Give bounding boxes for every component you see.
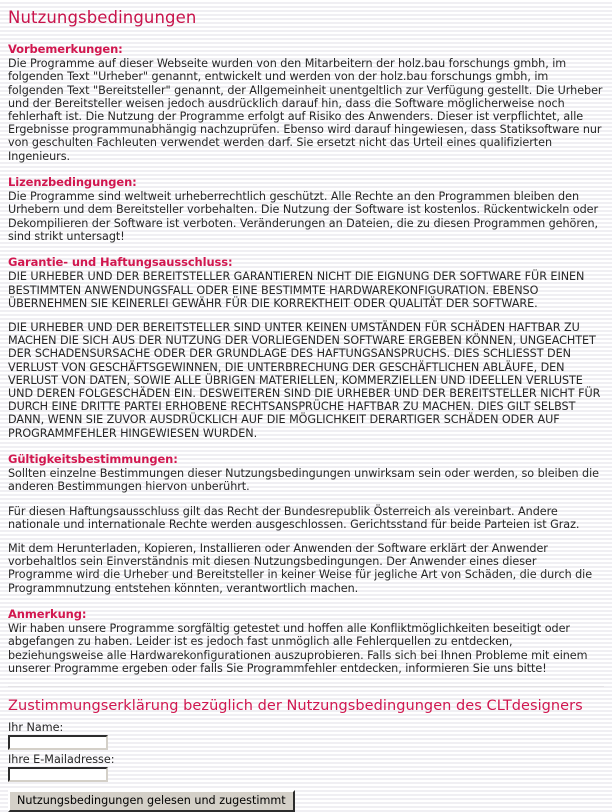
accept-terms-button[interactable]: Nutzungsbedingungen gelesen und zugestimmt (8, 790, 295, 812)
name-field-label: Ihr Name: (8, 721, 64, 735)
form-divider (8, 686, 604, 687)
section-heading: Anmerkung: (8, 606, 87, 621)
form-heading: Zustimmungserklärung bezüglich der Nutzungsbedingungen des CLTdesigners (8, 697, 583, 714)
section-paragraph: Für diesen Haftungsausschluss gilt das Recht der Bundesrepublik Österreich als vereinbart. Andere nationale und internationale Rechte werden ausgeschlossen. Gerichtsstand für beide Parteien ist Graz. (8, 504, 580, 531)
section-heading: Gültigkeitsbestimmungen: (8, 451, 178, 466)
section-anmerkung (8, 607, 604, 675)
consent-form (8, 697, 604, 812)
section-paragraph: Mit dem Herunterladen, Kopieren, Installieren oder Anwenden der Software erklärt der Anwender vorbehaltlos sein Einverständnis mit diesen Nutzungsbedingungen. Der Anwender eines dieser Programme wird die Urheber und Bereitsteller in keiner Weise für jegliche Art von Schäden, die durch die Programmnutzung entstehen könnten, verantwortlich machen. (8, 541, 593, 595)
email-input[interactable] (8, 767, 108, 782)
email-field-label: Ihre E-Mailadresse: (8, 753, 115, 767)
section-paragraph: DIE URHEBER UND DER BEREITSTELLER GARANTIEREN NICHT DIE EIGNUNG DER SOFTWARE FÜR EINEN BESTIMMTEN ANWENDUNGSFALL ODER EINE BESTIMMTE HARDWAREKONFIGURATION. EBENSO ÜBERNEHMEN SIE KEINERLEI GEWÄHR FÜR DIE KORREKTHEIT ODER QUALITÄT DER SOFTWARE. (8, 270, 585, 310)
section-heading: Garantie- und Haftungsausschluss: (8, 254, 233, 269)
page-title: Nutzungsbedingungen (8, 8, 197, 27)
section-vorbemerkungen (8, 42, 604, 163)
section-paragraph: DIE URHEBER UND DER BEREITSTELLER SIND UNTER KEINEN UMSTÄNDEN FÜR SCHÄDEN HAFTBAR ZU MACHEN DIE SICH AUS DER NUTZUNG DER VORLIEGENDEN SOFTWARE ERGEBEN KÖNNEN, UNGEACHTET DER SCHADENSURSACHE ODER DER GRUNDLAGE DES HAFTUNGSANSPRUCHS. DIES SCHLIESST DEN VERLUST VON GESCHÄFTSGEWINNEN, DIE UNTERBRECHUNG DER GESCHÄFTLICHEN ABLÄUFE, DEN VERLUST VON DATEN, SOWIE ALLE ÜBRIGEN MATERIELLEN, KOMMERZIELLEN UND IDEELLEN VERLUSTE UND DEREN FOLGESCHÄDEN EIN. DESWEITEREN SIND DIE URHEBER UND DER BEREITSTELLER NICHT FÜR DURCH EINE DRITTE PARTEI ERHOBENE RECHTSANSPRÜCHE HAFTBAR ZU MACHEN. DIES GILT SELBST DANN, WENN SIE ZUVOR AUSDRÜCKLICH AUF DIE MÖGLICHKEIT DERARTIGER SCHÄDEN ODER AUF PROGRAMMFEHLER HINGEWIESEN WURDEN. (8, 320, 601, 440)
section-paragraph: Die Programme sind weltweit urheberrechtlich geschützt. Alle Rechte an den Programmen bleiben den Urhebern und dem Bereitsteller vorbehalten. Die Nutzung der Software ist kostenlos. Rückentwickeln oder Dekompilieren der Software ist verboten. Veränderungen an Dateien, die zu diesen Programmen gehören, sind strikt untersagt! (8, 190, 599, 243)
section-paragraph: Wir haben unsere Programme sorgfältig getestet und hoffen alle Konfliktmöglichkeiten beseitigt oder abgefangen zu haben. Leider ist es jedoch fast unmöglich alle Fehlerquellen zu entdecken, beziehungsweise alle Hardwarekonfigurationen auszuprobieren. Falls sich bei Ihnen Probleme mit einem unserer Programme ergeben oder falls Sie Programmfehler entdecken, informieren Sie uns bitte! (8, 622, 588, 675)
section-heading: Vorbemerkungen: (8, 41, 123, 56)
section-lizenzbedingungen (8, 175, 604, 243)
section-paragraph: Sollten einzelne Bestimmungen dieser Nutzungsbedingungen unwirksam sein oder werden, so bleiben die anderen Bestimmungen hiervon unberührt. (8, 467, 599, 494)
section-heading: Lizenzbedingungen: (8, 174, 137, 189)
section-paragraph: Die Programme auf dieser Webseite wurden von den Mitarbeitern der holz.bau forschungs gmbh, im folgenden Text "Urheber" genannt, entwickelt und werden von der holz.bau forschungs gmbh, im folgenden Text "Bereitsteller" genannt, der Allgemeinheit unentgeltlich zur Verfügung gestellt. Die Urheber und der Bereitsteller weisen jedoch ausdrücklich darauf hin, dass die Software möglicherweise noch fehlerhaft ist. Die Nutzung der Programme erfolgt auf Risiko des Anwenders. Dieser ist verpflichtet, alle Ergebnisse programmunabhängig nachzuprüfen. Ebenso wird darauf hingewiesen, dass Statiksoftware nur von geschulten Fachleuten verwendet werden darf. Sie ersetzt nicht das Urteil eines qualifizierten Ingenieurs. (8, 57, 603, 163)
section-garantie-haftungsausschluss (8, 255, 604, 440)
name-input[interactable] (8, 735, 108, 750)
section-gueltigkeitsbestimmungen (8, 452, 604, 595)
